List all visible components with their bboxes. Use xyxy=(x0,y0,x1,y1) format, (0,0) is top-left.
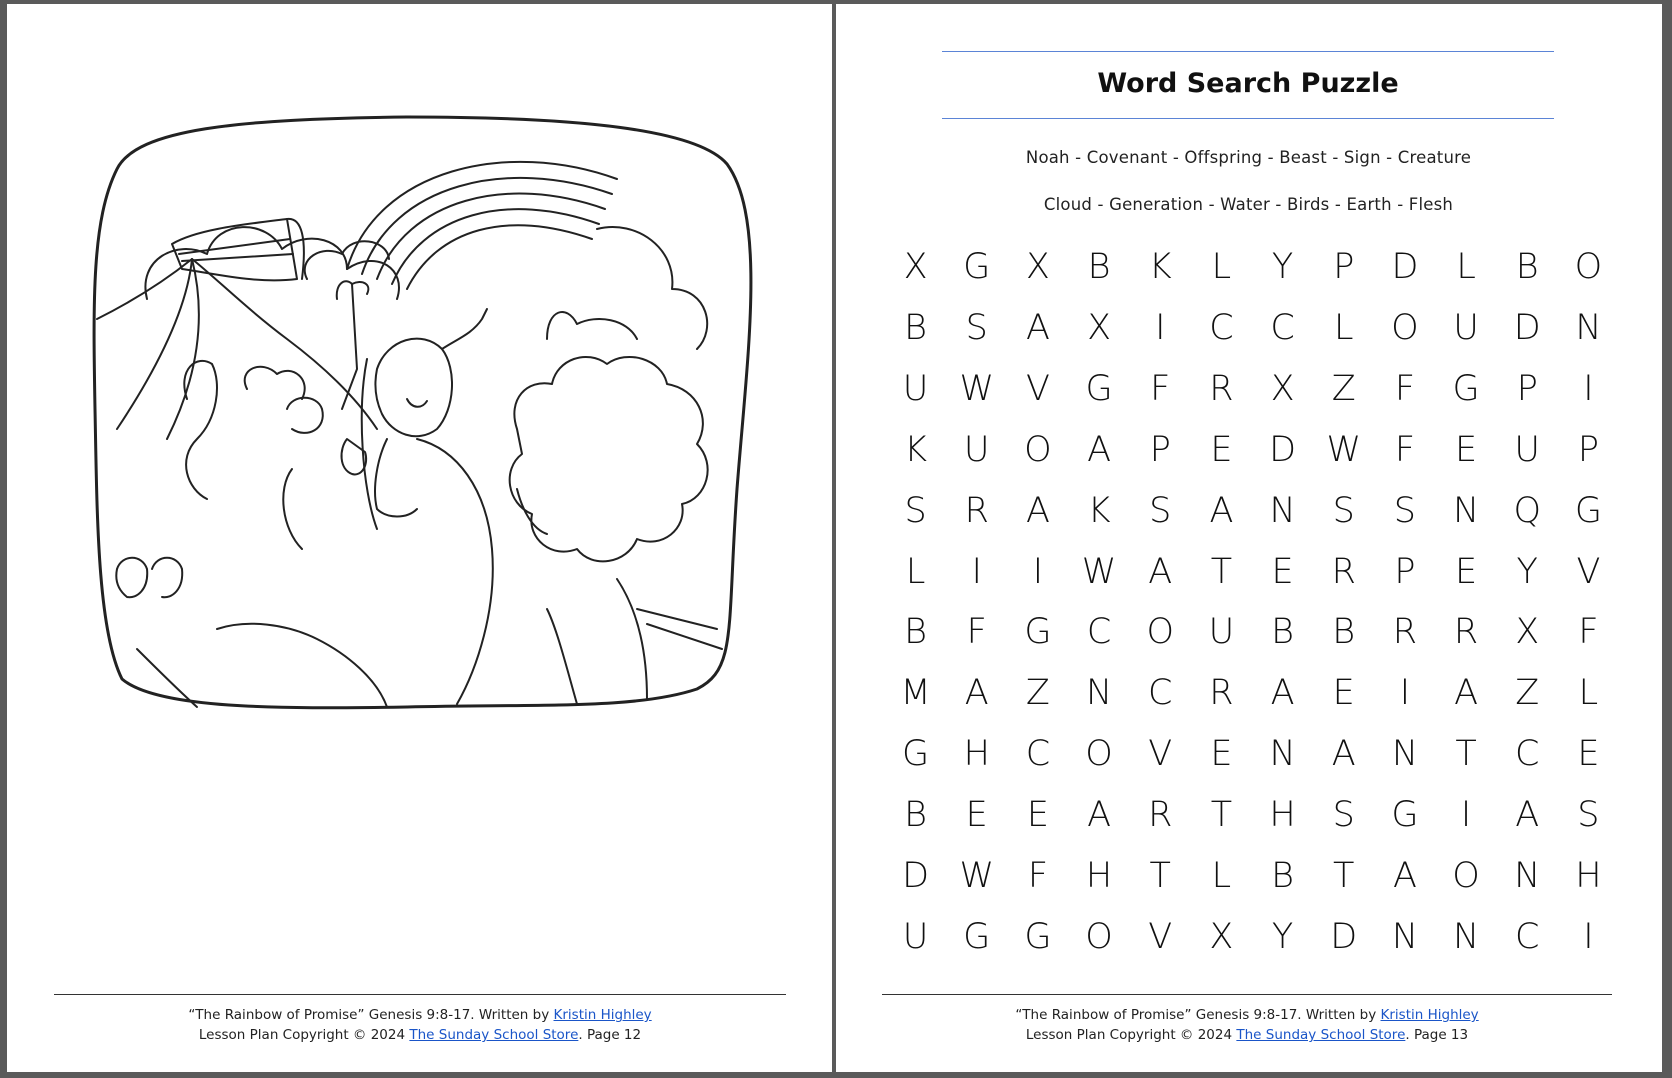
grid-letter[interactable]: F xyxy=(1027,855,1048,896)
grid-letter[interactable]: P xyxy=(1516,369,1538,410)
grid-letter[interactable]: U xyxy=(1514,429,1541,470)
grid-letter[interactable]: L xyxy=(905,551,926,592)
grid-letter[interactable]: W xyxy=(1326,429,1362,470)
grid-letter[interactable]: V xyxy=(1576,551,1601,592)
grid-letter[interactable]: Q xyxy=(1513,490,1542,531)
grid-letter[interactable]: G xyxy=(963,916,991,957)
grid-letter[interactable]: L xyxy=(1333,308,1354,349)
grid-letter[interactable]: N xyxy=(1269,734,1296,775)
grid-letter[interactable]: O xyxy=(1085,734,1113,775)
grid-letter[interactable]: K xyxy=(1087,490,1111,531)
grid-letter[interactable]: S xyxy=(965,308,988,349)
grid-letter[interactable]: V xyxy=(1148,916,1173,957)
footer-line-1 xyxy=(54,1005,786,1025)
grid-letter[interactable]: Z xyxy=(1515,673,1540,714)
grid-letter[interactable]: L xyxy=(1211,855,1232,896)
grid-letter[interactable]: H xyxy=(1575,855,1602,896)
page-12 xyxy=(7,4,832,1072)
title-top-rule xyxy=(942,51,1554,52)
grid-letter[interactable]: B xyxy=(1087,247,1111,288)
grid-letter[interactable]: Y xyxy=(1271,247,1294,288)
grid-letter[interactable]: N xyxy=(1085,673,1113,714)
author-link[interactable]: Kristin Highley xyxy=(553,1007,652,1023)
grid-letter[interactable]: X xyxy=(1515,612,1540,653)
grid-letter[interactable]: S xyxy=(904,490,927,531)
author-link[interactable]: Kristin Highley xyxy=(1380,1007,1479,1023)
grid-letter[interactable]: H xyxy=(1085,855,1113,896)
grid-letter[interactable]: R xyxy=(1209,673,1234,714)
grid-letter[interactable]: N xyxy=(1575,308,1602,349)
footer-divider xyxy=(54,994,786,995)
grid-letter[interactable]: A xyxy=(1087,429,1112,470)
grid-letter[interactable]: A xyxy=(1331,734,1356,775)
grid-letter[interactable]: I xyxy=(1399,673,1411,714)
coloring-picture-noah-rainbow xyxy=(77,109,777,759)
footer-credit-text: “The Rainbow of Promise” Genesis 9:8-17. Written by xyxy=(188,1007,554,1023)
grid-letter[interactable]: T xyxy=(1210,794,1233,835)
grid-letter[interactable]: O xyxy=(1146,612,1175,653)
grid-letter[interactable]: E xyxy=(1455,429,1478,470)
grid-letter[interactable]: E xyxy=(1210,429,1233,470)
grid-letter[interactable]: O xyxy=(1085,916,1113,957)
grid-letter[interactable]: N xyxy=(1269,490,1296,531)
grid-letter[interactable]: F xyxy=(1150,369,1171,410)
grid-letter[interactable]: D xyxy=(1269,429,1297,470)
grid-letter[interactable]: G xyxy=(1024,916,1052,957)
grid-letter[interactable]: T xyxy=(1210,551,1233,592)
store-link[interactable]: The Sunday School Store xyxy=(409,1027,579,1043)
grid-letter[interactable]: E xyxy=(1271,551,1294,592)
grid-letter[interactable]: X xyxy=(1209,916,1234,957)
grid-letter[interactable]: O xyxy=(1391,308,1419,349)
grid-letter[interactable]: M xyxy=(900,673,931,714)
grid-letter[interactable]: N xyxy=(1391,916,1418,957)
grid-letter[interactable]: H xyxy=(963,734,990,775)
grid-letter[interactable]: G xyxy=(963,247,991,288)
grid-letter[interactable]: U xyxy=(1208,612,1235,653)
grid-letter[interactable]: C xyxy=(1270,308,1295,349)
grid-letter[interactable]: B xyxy=(1332,612,1356,653)
page-number: . Page 12 xyxy=(578,1027,642,1043)
title-bottom-rule xyxy=(942,118,1554,119)
word-list-line-2: Cloud - Generation - Water - Birds - Earth - Flesh xyxy=(1043,195,1454,214)
footer-line-2 xyxy=(54,1025,786,1045)
grid-letter[interactable]: W xyxy=(959,369,995,410)
grid-letter[interactable]: I xyxy=(1583,916,1594,957)
grid-letter[interactable]: A xyxy=(964,673,989,714)
grid-letter[interactable]: B xyxy=(904,612,928,653)
grid-letter[interactable]: Z xyxy=(1331,369,1356,410)
grid-letter[interactable]: S xyxy=(1332,490,1355,531)
grid-letter[interactable]: I xyxy=(1583,369,1594,410)
footer-divider xyxy=(882,994,1612,995)
grid-letter[interactable]: G xyxy=(1391,794,1419,835)
grid-letter[interactable]: G xyxy=(1452,369,1480,410)
grid-letter[interactable]: I xyxy=(1032,551,1044,592)
footer-line-1 xyxy=(882,1005,1612,1025)
grid-letter[interactable]: S xyxy=(1577,794,1600,835)
grid-letter[interactable]: F xyxy=(966,612,987,653)
grid-letter[interactable]: B xyxy=(904,794,928,835)
grid-letter[interactable]: W xyxy=(959,855,995,896)
grid-letter[interactable]: H xyxy=(1269,794,1296,835)
grid-letter[interactable]: P xyxy=(1577,429,1599,470)
grid-letter[interactable]: A xyxy=(1025,308,1050,349)
grid-letter[interactable]: N xyxy=(1452,490,1480,531)
footer-line-2 xyxy=(882,1025,1612,1045)
grid-letter[interactable]: C xyxy=(1025,734,1051,775)
grid-letter[interactable]: N xyxy=(1514,855,1541,896)
grid-letter[interactable]: U xyxy=(1453,308,1479,349)
grid-letter[interactable]: R xyxy=(964,490,989,531)
grid-letter[interactable]: S xyxy=(1393,490,1417,531)
grid-letter[interactable]: L xyxy=(1578,673,1599,714)
grid-letter[interactable]: S xyxy=(1332,794,1355,835)
grid-letter[interactable]: F xyxy=(1394,429,1415,470)
grid-letter[interactable]: O xyxy=(1574,247,1603,288)
grid-letter[interactable]: A xyxy=(1454,673,1479,714)
word-search-grid xyxy=(885,237,1619,967)
grid-letter[interactable]: F xyxy=(1578,612,1599,653)
grid-letter[interactable]: R xyxy=(1148,794,1173,835)
grid-letter[interactable]: A xyxy=(1270,673,1295,714)
grid-letter[interactable]: R xyxy=(1331,551,1356,592)
page-title: Word Search Puzzle xyxy=(1097,68,1399,99)
grid-letter[interactable]: Y xyxy=(1271,916,1294,957)
grid-letter[interactable]: F xyxy=(1394,369,1415,410)
grid-letter[interactable]: D xyxy=(1513,308,1541,349)
grid-letter[interactable]: B xyxy=(1271,612,1295,653)
grid-letter[interactable]: T xyxy=(1333,855,1355,896)
grid-letter[interactable]: X xyxy=(1025,247,1050,288)
grid-letter[interactable]: D xyxy=(1391,247,1419,288)
footer xyxy=(882,1005,1612,1045)
grid-letter[interactable]: P xyxy=(1333,247,1355,288)
grid-letter[interactable]: C xyxy=(1086,612,1112,653)
grid-letter[interactable]: C xyxy=(1209,308,1234,349)
grid-letter[interactable]: B xyxy=(1515,247,1539,288)
footer-copyright-text: Lesson Plan Copyright © 2024 xyxy=(1025,1027,1237,1043)
grid-letter[interactable]: R xyxy=(1209,369,1234,410)
grid-letter[interactable]: L xyxy=(1211,247,1232,288)
grid-letter[interactable]: U xyxy=(963,429,990,470)
footer-copyright-text: Lesson Plan Copyright © 2024 xyxy=(198,1027,410,1043)
grid-letter[interactable]: O xyxy=(1452,855,1480,896)
grid-letter[interactable]: A xyxy=(1148,551,1173,592)
grid-letter[interactable]: T xyxy=(1455,734,1477,775)
grid-letter[interactable]: W xyxy=(1081,551,1117,592)
grid-letter[interactable]: N xyxy=(1391,734,1418,775)
grid-letter[interactable]: I xyxy=(1155,308,1166,349)
grid-letter[interactable]: R xyxy=(1392,612,1418,653)
grid-letter[interactable]: V xyxy=(1025,369,1050,410)
footer-credit-text: “The Rainbow of Promise” Genesis 9:8-17. Written by xyxy=(1015,1007,1381,1023)
store-link[interactable]: The Sunday School Store xyxy=(1236,1027,1406,1043)
grid-letter[interactable]: K xyxy=(904,429,928,470)
grid-letter[interactable]: G xyxy=(902,734,930,775)
page-number: . Page 13 xyxy=(1405,1027,1469,1043)
grid-letter[interactable]: A xyxy=(1087,794,1112,835)
grid-letter[interactable]: Y xyxy=(1516,551,1538,592)
grid-letter[interactable]: I xyxy=(1460,794,1472,835)
grid-letter[interactable]: B xyxy=(904,308,928,349)
grid-letter[interactable]: E xyxy=(1577,734,1600,775)
grid-letter[interactable]: V xyxy=(1148,734,1173,775)
grid-letter[interactable]: A xyxy=(1025,490,1050,531)
grid-letter[interactable]: B xyxy=(1271,855,1295,896)
grid-letter[interactable]: P xyxy=(1149,429,1171,470)
grid-letter[interactable]: E xyxy=(1026,794,1049,835)
grid-letter[interactable]: X xyxy=(1087,308,1112,349)
grid-letter[interactable]: L xyxy=(1456,247,1476,288)
grid-letter[interactable]: A xyxy=(1515,794,1540,835)
grid-letter[interactable]: U xyxy=(902,916,929,957)
grid-letter[interactable]: E xyxy=(965,794,988,835)
grid-letter[interactable]: D xyxy=(1330,916,1358,957)
grid-letter[interactable]: D xyxy=(902,855,930,896)
grid-letter[interactable]: P xyxy=(1394,551,1416,592)
grid-letter[interactable]: G xyxy=(1085,369,1113,410)
grid-letter[interactable]: C xyxy=(1515,734,1540,775)
footer xyxy=(54,1005,786,1045)
grid-letter[interactable]: S xyxy=(1149,490,1172,531)
grid-letter[interactable]: G xyxy=(1574,490,1602,531)
grid-letter[interactable]: O xyxy=(1024,429,1052,470)
grid-letter[interactable]: Z xyxy=(1025,673,1050,714)
grid-letter[interactable]: T xyxy=(1149,855,1171,896)
grid-letter[interactable]: N xyxy=(1452,916,1480,957)
grid-letter[interactable]: A xyxy=(1209,490,1234,531)
grid-letter[interactable]: K xyxy=(1148,247,1172,288)
grid-letter[interactable]: C xyxy=(1515,916,1540,957)
grid-letter[interactable]: I xyxy=(971,551,982,592)
grid-letter[interactable]: X xyxy=(1270,369,1295,410)
grid-letter[interactable]: X xyxy=(903,247,928,288)
page-13 xyxy=(836,4,1662,1072)
grid-letter[interactable]: U xyxy=(902,369,929,410)
grid-letter[interactable]: E xyxy=(1332,673,1355,714)
grid-letter[interactable]: G xyxy=(1024,612,1052,653)
grid-letter[interactable]: E xyxy=(1210,734,1233,775)
grid-letter[interactable]: E xyxy=(1455,551,1478,592)
grid-letter[interactable]: A xyxy=(1392,855,1417,896)
word-list-line-1: Noah - Covenant - Offspring - Beast - Sign - Creature xyxy=(1025,148,1472,167)
grid-letter[interactable]: R xyxy=(1453,612,1479,653)
grid-letter[interactable]: C xyxy=(1148,673,1173,714)
